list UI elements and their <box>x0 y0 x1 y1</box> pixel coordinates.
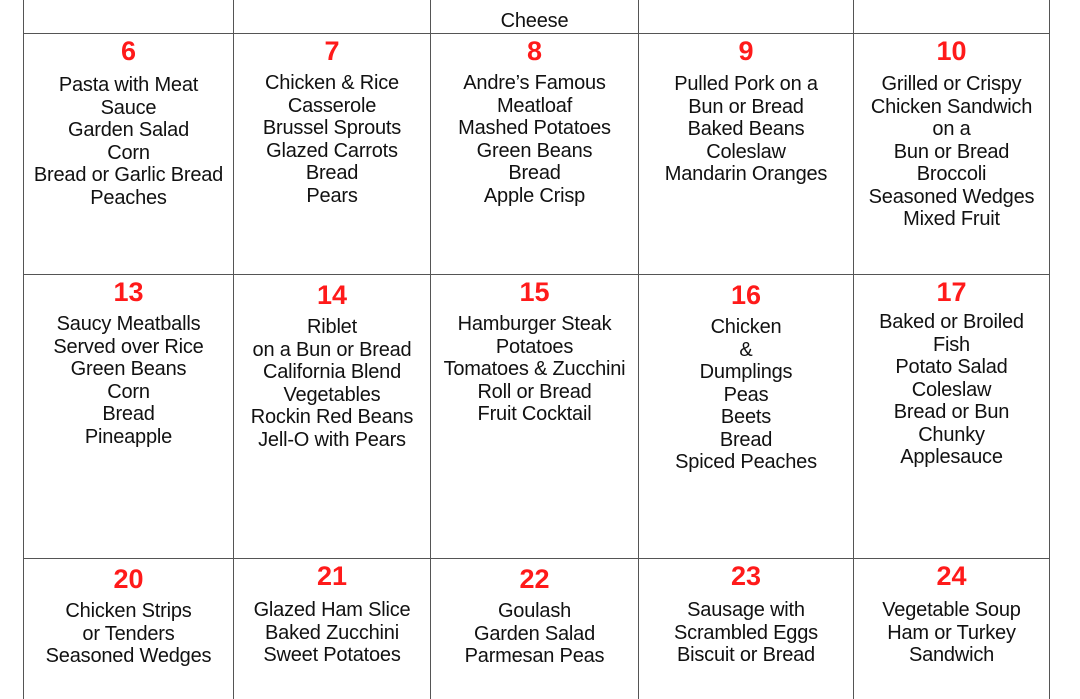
day-number: 15 <box>519 277 550 307</box>
menu-item: Brussel Sprouts <box>262 117 402 139</box>
menu-item: Rockin Red Beans <box>250 406 414 428</box>
menu-item: Coleslaw <box>706 140 786 163</box>
week-row <box>24 559 1050 699</box>
menu-item: Seasoned Wedges <box>868 185 1035 208</box>
menu-item: Garden Salad <box>473 622 596 645</box>
day-cell <box>431 34 639 274</box>
day-number: 8 <box>526 36 543 66</box>
menu-item: Applesauce <box>900 446 1003 468</box>
menu-items <box>234 316 430 451</box>
menu-item: Green Beans <box>70 358 187 380</box>
menu-item: Bread <box>305 162 359 184</box>
menu-item: Glazed Carrots <box>266 139 398 162</box>
menu-item: Chicken & Rice <box>265 72 399 94</box>
menu-item: Garden Salad <box>67 119 190 141</box>
day-cell <box>639 275 854 558</box>
day-cell <box>24 0 234 33</box>
menu-item: Bread <box>719 428 773 451</box>
menu-item: Cheese <box>500 9 569 32</box>
day-cell <box>431 559 639 699</box>
day-number: 9 <box>738 36 754 66</box>
menu-items <box>431 10 638 33</box>
menu-item: Sandwich <box>908 644 995 666</box>
menu-item: Sausage with <box>687 599 805 621</box>
menu-item: Bread or Garlic Bread <box>33 164 224 186</box>
week-row <box>24 275 1050 559</box>
menu-item: Beets <box>720 406 772 428</box>
day-cell <box>234 0 431 33</box>
day-cell <box>24 275 234 558</box>
day-cell <box>234 275 431 558</box>
menu-item: on a Bun or Bread <box>252 338 412 361</box>
day-cell <box>24 34 234 274</box>
menu-item: Chunky <box>918 423 985 446</box>
day-cell <box>24 559 234 699</box>
menu-item: Chicken Strips <box>65 600 192 622</box>
menu-item: Fish <box>933 333 970 356</box>
day-cell <box>639 0 854 33</box>
menu-item: Pulled Pork on a <box>674 73 818 95</box>
menu-item: Sweet Potatoes <box>263 644 401 666</box>
menu-item: Coleslaw <box>911 378 992 401</box>
menu-item: on a <box>932 118 971 140</box>
day-cell <box>234 34 431 274</box>
day-cell <box>431 275 639 558</box>
day-number: 20 <box>113 564 144 594</box>
day-cell <box>639 34 854 274</box>
menu-calendar-grid <box>23 0 1050 699</box>
week-row <box>24 34 1050 275</box>
menu-item: Bun or Bread <box>893 140 1010 163</box>
menu-item: Baked Zucchini <box>265 621 399 644</box>
day-number: 24 <box>936 561 967 591</box>
menu-items <box>431 600 638 668</box>
menu-item: Glazed Ham Slice <box>253 599 411 621</box>
day-number: 13 <box>113 277 144 307</box>
week-row <box>24 0 1050 34</box>
menu-item: Biscuit or Bread <box>677 644 815 666</box>
menu-item: Roll or Bread <box>477 380 592 403</box>
day-number: 10 <box>936 36 967 66</box>
day-cell <box>639 559 854 699</box>
menu-item: Served over Rice <box>53 335 204 358</box>
day-cell <box>854 559 1050 699</box>
day-cell <box>854 34 1050 274</box>
day-cell <box>431 0 639 33</box>
menu-item: Baked or Broiled <box>879 311 1024 333</box>
menu-item: Pineapple <box>84 425 173 448</box>
menu-items <box>24 600 233 668</box>
menu-item: Fruit Cocktail <box>477 403 592 425</box>
menu-item: Bread <box>102 403 155 425</box>
menu-item: Riblet <box>307 316 357 338</box>
menu-item: Peas <box>723 383 769 406</box>
menu-item: Corn <box>107 380 150 403</box>
menu-items <box>24 74 233 209</box>
menu-item: Chicken Sandwich <box>870 95 1033 118</box>
menu-item: Baked Beans <box>687 118 805 140</box>
menu-item: California Blend <box>263 361 401 383</box>
menu-item: Spiced Peaches <box>675 451 817 473</box>
day-number: 14 <box>316 280 348 310</box>
menu-item: Hamburger Steak <box>457 313 612 335</box>
menu-item: Green Beans <box>476 139 593 162</box>
menu-item: or Tenders <box>82 622 175 645</box>
menu-items <box>234 72 430 207</box>
menu-item: Parmesan Peas <box>464 645 605 667</box>
menu-item: Grilled or Crispy <box>881 73 1022 95</box>
day-number: 17 <box>936 277 967 307</box>
menu-item: Meatloaf <box>496 94 573 117</box>
menu-item: Pasta with Meat <box>58 74 199 96</box>
menu-items <box>431 72 638 207</box>
menu-item: Vegetables <box>283 383 381 406</box>
menu-items <box>234 599 430 667</box>
menu-item: Broccoli <box>916 163 987 185</box>
menu-items <box>639 316 853 474</box>
menu-item: Tomatoes & Zucchini <box>443 358 626 380</box>
menu-items <box>639 73 853 186</box>
menu-item: Potatoes <box>495 335 574 358</box>
menu-item: Bread <box>508 162 561 184</box>
day-number: 7 <box>324 36 340 66</box>
menu-item: Apple Crisp <box>483 184 586 207</box>
menu-item: Mashed Potatoes <box>458 117 611 139</box>
menu-item: & <box>739 338 753 361</box>
menu-item: Goulash <box>497 600 572 622</box>
day-number: 21 <box>316 561 348 591</box>
day-number: 23 <box>730 561 762 591</box>
day-number: 22 <box>519 564 550 594</box>
menu-item: Pears <box>306 184 358 207</box>
menu-item: Potato Salad <box>895 356 1008 378</box>
menu-item: Bread or Bun <box>893 401 1010 423</box>
menu-item: Mixed Fruit <box>903 208 1000 230</box>
menu-items <box>24 313 233 448</box>
menu-item: Seasoned Wedges <box>45 645 212 667</box>
menu-items <box>431 313 638 426</box>
menu-item: Ham or Turkey <box>887 621 1016 644</box>
day-number: 16 <box>730 280 762 310</box>
day-number: 6 <box>120 36 137 66</box>
menu-item: Scrambled Eggs <box>674 621 818 644</box>
menu-item: Peaches <box>90 186 167 209</box>
menu-item: Andre’s Famous <box>463 72 606 94</box>
menu-item: Vegetable Soup <box>882 599 1021 621</box>
menu-item: Chicken <box>710 316 782 338</box>
day-cell <box>234 559 431 699</box>
menu-items <box>639 599 853 667</box>
menu-item: Mandarin Oranges <box>664 163 828 185</box>
day-cell <box>854 275 1050 558</box>
menu-items <box>854 599 1049 667</box>
menu-items <box>854 73 1049 231</box>
menu-items <box>854 311 1049 469</box>
day-cell <box>854 0 1050 33</box>
menu-item: Saucy Meatballs <box>56 313 201 335</box>
menu-item: Sauce <box>100 96 157 119</box>
menu-item: Corn <box>107 141 150 164</box>
menu-item: Jell-O with Pears <box>258 428 406 451</box>
menu-item: Bun or Bread <box>688 95 804 118</box>
menu-item: Casserole <box>287 94 377 117</box>
menu-item: Dumplings <box>699 361 793 383</box>
